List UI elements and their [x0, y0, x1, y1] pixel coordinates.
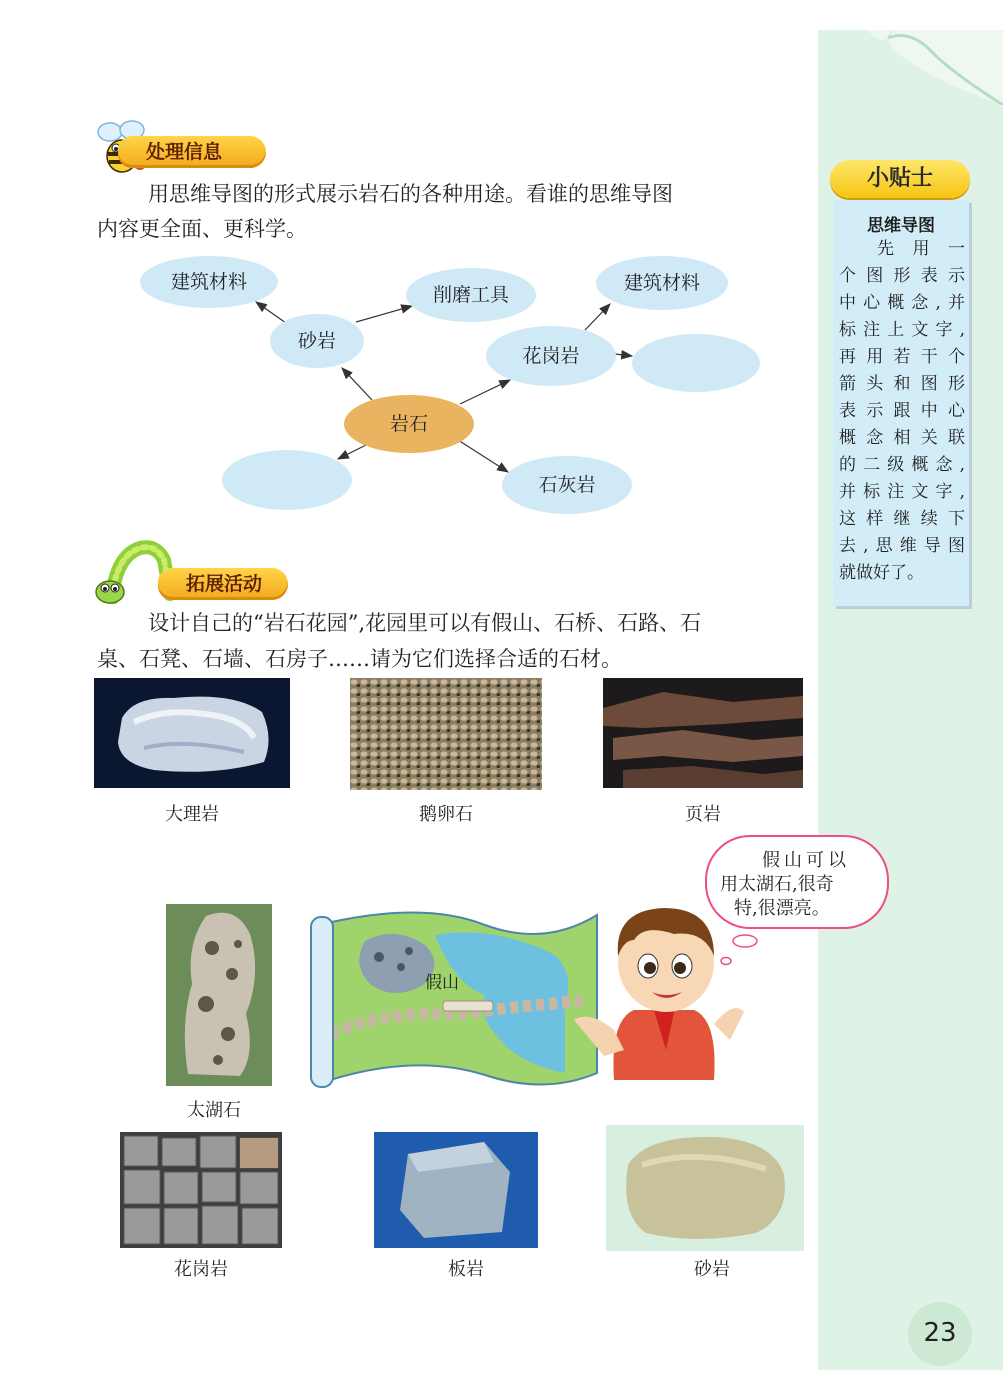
tip-line: 箭头和图形 [839, 374, 965, 394]
tip-line: 这样继续下 [839, 509, 965, 529]
tip-line: 去,思维导图 [839, 536, 965, 556]
section2-paragraph-line1: 设计自己的“岩石花园”,花园里可以有假山、石桥、石路、石 [148, 611, 702, 635]
mind-map-node-limestone: 石灰岩 [502, 456, 632, 514]
tip-heading: 思维导图 [867, 216, 935, 236]
slate-photo [374, 1132, 538, 1248]
granite-photo [120, 1132, 282, 1248]
section1-paragraph-line1: 用思维导图的形式展示岩石的各种用途。看谁的思维导图 [148, 182, 673, 206]
caption-granite: 花岗岩 [174, 1259, 228, 1280]
caption-shale: 页岩 [685, 804, 721, 825]
caption-sandstone: 砂岩 [694, 1259, 730, 1280]
boy-character [574, 900, 744, 1086]
tip-line: 概念相关联 [839, 428, 965, 448]
page-number: 23 [923, 1318, 957, 1348]
speech-line2: 用太湖石,很奇 [720, 874, 834, 895]
tip-line: 的二级概念, [839, 455, 965, 475]
sandstone-photo [606, 1125, 804, 1251]
marble-photo [94, 678, 290, 788]
mind-map-node-blank-right [632, 334, 760, 392]
mind-map-node-building-material-left: 建筑材料 [140, 256, 278, 308]
shale-photo [603, 678, 803, 788]
tip-line: 个图形表示 [839, 266, 965, 286]
tip-line: 就做好了。 [839, 563, 924, 583]
taihu-stone-photo [166, 904, 272, 1086]
caption-marble: 大理岩 [165, 804, 219, 825]
tip-line: 标注上文字, [839, 320, 965, 340]
mind-map-node-grinding-tool: 削磨工具 [406, 268, 536, 322]
section-tag-process-info: 处理信息 [118, 136, 266, 168]
garden-map-scroll [305, 905, 605, 1090]
tip-line: 表示跟中心 [839, 401, 965, 421]
caption-taihu-stone: 太湖石 [187, 1100, 241, 1121]
tip-badge: 小贴士 [830, 160, 970, 198]
tip-line: 并标注文字, [839, 482, 965, 502]
mind-map-node-rock-center: 岩石 [344, 395, 474, 453]
tip-line: 中心概念,并 [839, 293, 965, 313]
pebble-photo [350, 678, 542, 790]
section-tag-extension-activity: 拓展活动 [158, 568, 288, 600]
mind-map-node-building-material-right: 建筑材料 [596, 256, 728, 310]
tip-line: 先 用 一 [877, 239, 965, 259]
section1-paragraph-line2: 内容更全面、更科学。 [97, 217, 307, 241]
map-label-rockery: 假山 [425, 973, 459, 993]
caption-slate: 板岩 [448, 1259, 484, 1280]
tip-line: 再用若干个 [839, 347, 965, 367]
mind-map-node-granite: 花岗岩 [486, 326, 616, 386]
mind-map-node-sandstone: 砂岩 [270, 314, 364, 368]
section2-paragraph-line2: 桌、石凳、石墙、石房子……请为它们选择合适的石材。 [97, 647, 622, 671]
caption-pebble: 鹅卵石 [419, 804, 473, 825]
speech-line3: 特,很漂亮。 [734, 898, 830, 919]
mind-map-node-blank-left [222, 450, 352, 510]
speech-line1: 假山可以 [762, 850, 850, 871]
